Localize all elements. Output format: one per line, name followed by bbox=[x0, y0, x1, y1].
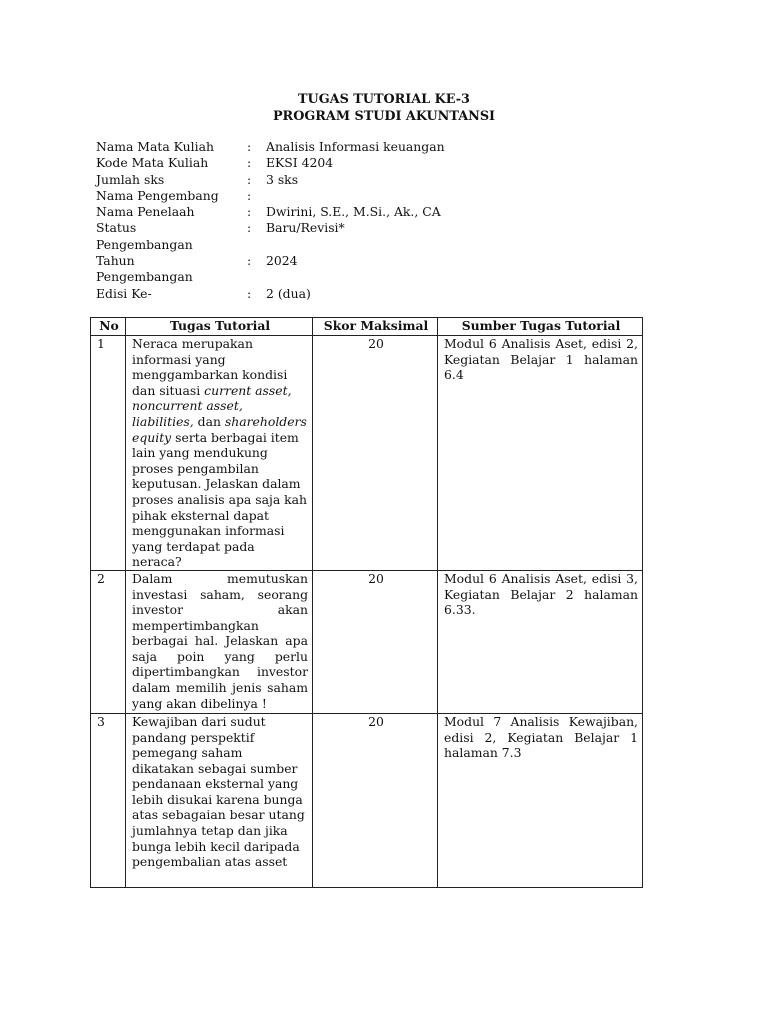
header-task: Tugas Tutorial bbox=[126, 318, 313, 336]
task-text-part: Neraca merupakan informasi yang menggambarkan kondisi dan situasi bbox=[132, 336, 288, 398]
meta-label: Tahun Pengembangan bbox=[96, 253, 193, 285]
meta-label: Nama Mata Kuliah bbox=[96, 139, 214, 154]
document-title: TUGAS TUTORIAL KE-3 bbox=[298, 92, 470, 107]
meta-colon: : bbox=[247, 204, 252, 220]
task-text-part: serta berbagai item lain yang mendukung proses pengambilan keputusan. Jelaskan dalam proses analisis apa saja kah pihak eksternal dapat menggunakan informasi yang terdapat pada neraca? bbox=[132, 429, 308, 570]
tutorial-task-table bbox=[90, 317, 643, 888]
meta-label: Status Pengembangan bbox=[96, 220, 193, 252]
row-number: 1 bbox=[91, 336, 126, 571]
table-header-row bbox=[91, 318, 643, 336]
task-text bbox=[126, 336, 313, 571]
meta-value: 2024 bbox=[266, 253, 298, 269]
meta-label: Nama Pengembang bbox=[96, 187, 219, 203]
header-source: Sumber Tugas Tutorial bbox=[438, 318, 643, 336]
task-source: Modul 7 Analisis Kewajiban, edisi 2, Kegiatan Belajar 1 halaman 7.3 bbox=[438, 713, 643, 887]
meta-value: EKSI 4204 bbox=[266, 155, 334, 171]
meta-label: Kode Mata Kuliah bbox=[96, 155, 209, 171]
document-subtitle: PROGRAM STUDI AKUNTANSI bbox=[272, 109, 496, 124]
task-text-italic: current asset, noncurrent asset, liabilities, bbox=[132, 382, 292, 429]
meta-colon: : bbox=[247, 253, 252, 269]
row-number: 2 bbox=[91, 570, 126, 713]
table-row bbox=[91, 336, 643, 571]
meta-colon: : bbox=[247, 220, 252, 236]
task-text-part: dan bbox=[193, 413, 225, 429]
max-score: 20 bbox=[313, 336, 438, 571]
task-source: Modul 6 Analisis Aset, edisi 2, Kegiatan Belajar 1 halaman 6.4 bbox=[438, 336, 643, 571]
header-max-score: Skor Maksimal bbox=[313, 318, 438, 336]
meta-value: Analisis Informasi keuangan bbox=[266, 139, 445, 154]
row-number: 3 bbox=[91, 713, 126, 887]
meta-label: Nama Penelaah bbox=[96, 204, 195, 220]
meta-label: Jumlah sks bbox=[96, 171, 165, 187]
task-text: Dalam memutuskan investasi saham, seorang investor akan mempertimbangkan berbagai hal. Jelaskan apa saja poin yang perlu dipertimbangkan investor dalam memilih jenis saham yang akan dibelinya ! bbox=[126, 570, 313, 713]
task-text: Kewajiban dari sudut pandang perspektif pemegang saham dikatakan sebagai sumber pendanaan eksternal yang lebih disukai karena bunga atas sebagaian besar utang jumlahnya tetap dan jika bunga lebih kecil daripada pengembalian atas asset bbox=[126, 713, 313, 887]
max-score: 20 bbox=[313, 713, 438, 887]
table-row bbox=[91, 570, 643, 713]
meta-colon: : bbox=[247, 171, 252, 187]
meta-colon: : bbox=[247, 285, 252, 301]
meta-value: Baru/Revisi* bbox=[266, 220, 345, 236]
meta-value: 2 (dua) bbox=[266, 285, 311, 301]
meta-colon: : bbox=[247, 187, 252, 203]
meta-label: Edisi Ke- bbox=[96, 285, 152, 301]
meta-value: Dwirini, S.E., M.Si., Ak., CA bbox=[266, 204, 441, 220]
meta-value: 3 sks bbox=[266, 171, 299, 187]
meta-colon: : bbox=[247, 139, 252, 154]
table-row bbox=[91, 713, 643, 887]
task-text-italic: shareholders equity bbox=[132, 413, 307, 445]
max-score: 20 bbox=[313, 570, 438, 713]
header-no: No bbox=[91, 318, 126, 336]
meta-colon: : bbox=[247, 155, 252, 171]
task-source: Modul 6 Analisis Aset, edisi 3, Kegiatan Belajar 2 halaman 6.33. bbox=[438, 570, 643, 713]
